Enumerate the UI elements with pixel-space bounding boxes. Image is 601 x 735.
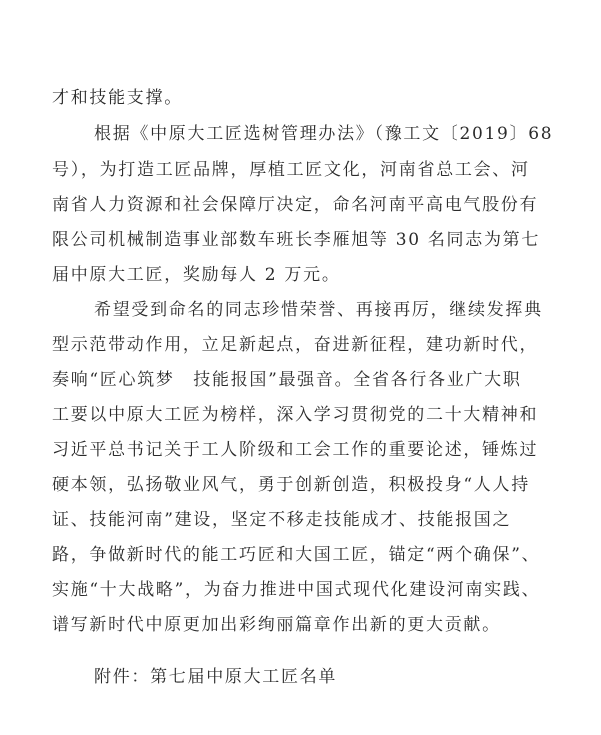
paragraph-3-line-5: 习近平总书记关于工人阶级和工会工作的重要论述，锤炼过 (52, 440, 539, 460)
paragraph-3-line-3: 奏响“匠心筑梦 技能报国”最强音。全省各行各业广大职 (52, 370, 522, 390)
paragraph-3-line-1: 希望受到命名的同志珍惜荣誉、再接再厉，继续发挥典 (94, 300, 543, 320)
paragraph-2-line-4: 限公司机械制造事业部数车班长李雁旭等 30 名同志为第七 (52, 230, 541, 250)
paragraph-3-line-2: 型示范带动作用，立足新起点，奋进新征程，建功新时代， (52, 335, 539, 355)
paragraph-3-line-10: 谱写新时代中原更加出彩绚丽篇章作出新的更大贡献。 (52, 615, 501, 635)
attachment-line: 附件：第七届中原大工匠名单 (94, 667, 338, 687)
paragraph-3-line-9: 实施“十大战略”，为奋力推进中国式现代化建设河南实践、 (52, 580, 541, 600)
paragraph-3-line-7: 证、技能河南”建设，坚定不移走技能成才、技能报国之 (52, 510, 512, 530)
paragraph-2-line-3: 南省人力资源和社会保障厅决定，命名河南平高电气股份有 (52, 195, 539, 215)
paragraph-2-line-1: 根据《中原大工匠选树管理办法》（豫工文〔2019〕68 (94, 124, 554, 144)
paragraph-1-line-1: 才和技能支撑。 (52, 88, 183, 108)
paragraph-2-line-5: 届中原大工匠，奖励每人 2 万元。 (52, 265, 341, 285)
paragraph-3-line-6: 硬本领，弘扬敬业风气，勇于创新创造，积极投身“人人持 (52, 475, 530, 495)
paragraph-3-line-8: 路，争做新时代的能工巧匠和大国工匠，锚定“两个确保”、 (52, 545, 541, 565)
paragraph-2-line-2: 号），为打造工匠品牌，厚植工匠文化，河南省总工会、河 (52, 160, 530, 180)
paragraph-3-line-4: 工要以中原大工匠为榜样，深入学习贯彻党的二十大精神和 (52, 405, 539, 425)
